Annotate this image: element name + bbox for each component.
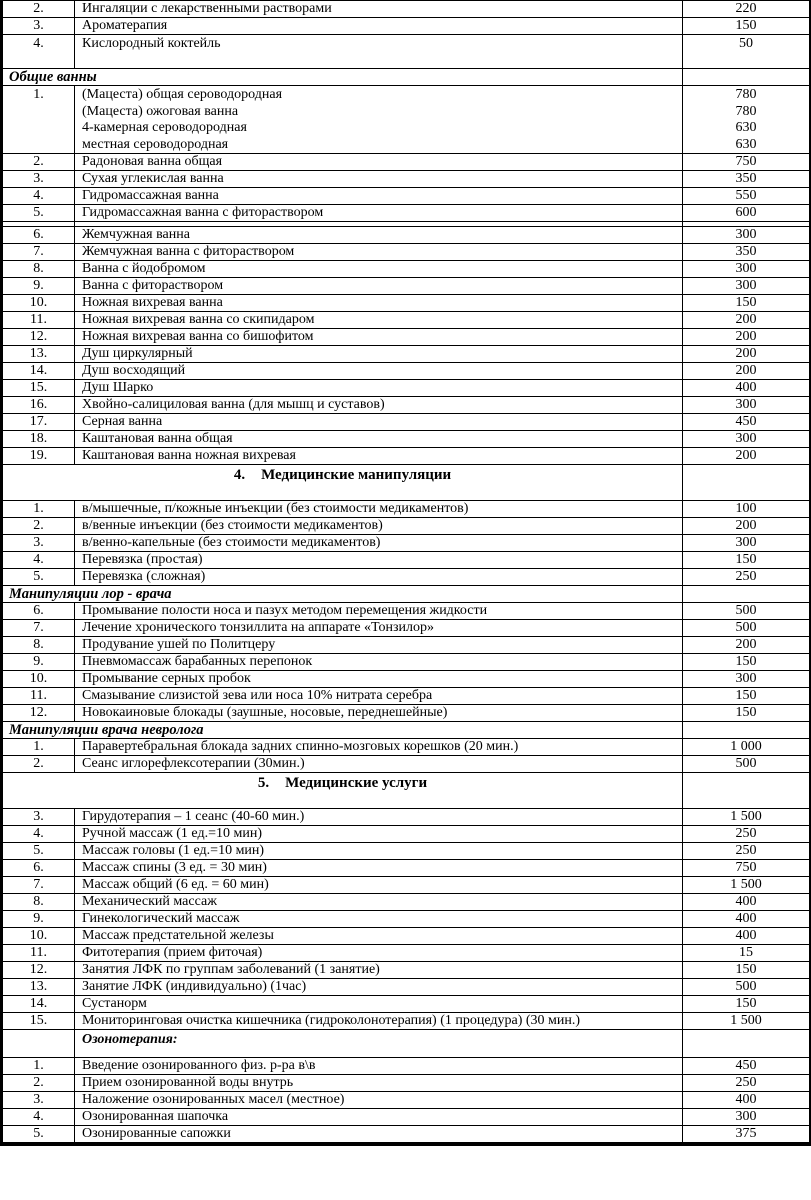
service-price: 150 — [683, 688, 810, 705]
row-number: 2. — [3, 756, 75, 773]
service-name: Пневмомассаж барабанных перепонок — [75, 654, 683, 671]
table-row — [3, 278, 810, 295]
row-number: 15. — [3, 1013, 75, 1030]
table-row — [3, 329, 810, 346]
table-row — [3, 397, 810, 414]
service-name: в/венно-капельные (без стоимости медикаментов) — [75, 535, 683, 552]
row-number: 11. — [3, 688, 75, 705]
service-name: Ножная вихревая ванна со скипидаром — [75, 312, 683, 329]
row-number: 10. — [3, 671, 75, 688]
service-price: 200 — [683, 518, 810, 535]
service-price: 300 — [683, 227, 810, 244]
service-name: Фитотерапия (прием фиточая) — [75, 945, 683, 962]
table-row — [3, 843, 810, 860]
service-price: 400 — [683, 380, 810, 397]
service-name: Хвойно-салициловая ванна (для мышц и суставов) — [75, 397, 683, 414]
service-price: 375 — [683, 1126, 810, 1143]
service-price: 300 — [683, 397, 810, 414]
table-row — [3, 518, 810, 535]
service-name: Гинекологический массаж — [75, 911, 683, 928]
row-number: 14. — [3, 363, 75, 380]
table-row — [3, 962, 810, 979]
table-row — [3, 261, 810, 278]
service-price: 150 — [683, 18, 810, 35]
row-number: 2. — [3, 154, 75, 171]
service-price: 630 — [735, 120, 757, 135]
service-name: Ванна с фитораствором — [75, 278, 683, 295]
section-number: 5. — [257, 775, 270, 791]
service-price: 750 — [683, 860, 810, 877]
subsection-row — [3, 1030, 810, 1058]
service-name: Механический массаж — [75, 894, 683, 911]
service-price: 250 — [683, 569, 810, 586]
row-number: 16. — [3, 397, 75, 414]
section-row — [3, 69, 810, 86]
row-number: 5. — [3, 1126, 75, 1143]
row-number: 4. — [3, 552, 75, 569]
empty-price-cell — [683, 465, 810, 501]
row-number: 1. — [3, 1058, 75, 1075]
row-number: 1. — [3, 739, 75, 756]
service-price: 630 — [735, 136, 757, 152]
table-row — [3, 620, 810, 637]
service-price: 100 — [683, 501, 810, 518]
table-row — [3, 1, 810, 18]
row-number: 5. — [3, 205, 75, 222]
service-price: 200 — [683, 346, 810, 363]
service-price: 500 — [683, 979, 810, 996]
service-price: 400 — [683, 1092, 810, 1109]
table-row — [3, 756, 810, 773]
service-name-group — [75, 86, 683, 154]
row-number: 19. — [3, 448, 75, 465]
table-row — [3, 1092, 810, 1109]
service-price: 450 — [683, 414, 810, 431]
service-price: 300 — [683, 261, 810, 278]
table-row — [3, 688, 810, 705]
row-number: 7. — [3, 877, 75, 894]
row-number: 18. — [3, 431, 75, 448]
row-number: 3. — [3, 809, 75, 826]
service-name: 4-камерная сероводородная — [82, 120, 247, 135]
table-row — [3, 809, 810, 826]
service-price: 150 — [683, 705, 810, 722]
table-row — [3, 154, 810, 171]
table-row — [3, 826, 810, 843]
section-header-title: Медицинские манипуляции — [261, 467, 452, 483]
service-price: 200 — [683, 363, 810, 380]
service-price-group — [683, 86, 810, 154]
table-row — [3, 363, 810, 380]
service-price: 1 500 — [683, 809, 810, 826]
table-row — [3, 35, 810, 69]
service-price: 350 — [683, 171, 810, 188]
table-row — [3, 894, 810, 911]
table-row — [3, 979, 810, 996]
table-row — [3, 205, 810, 222]
service-price: 220 — [683, 1, 810, 18]
service-price: 1 500 — [683, 877, 810, 894]
row-number: 8. — [3, 261, 75, 278]
section-header-title: Медицинские услуги — [285, 775, 428, 791]
row-number: 17. — [3, 414, 75, 431]
table-row — [3, 552, 810, 569]
row-number: 12. — [3, 705, 75, 722]
table-row — [3, 227, 810, 244]
empty-price-cell — [683, 1030, 810, 1058]
table-row — [3, 603, 810, 620]
service-name: Ингаляции с лекарственными растворами — [75, 1, 683, 18]
section-number: 4. — [233, 467, 246, 483]
service-name: Сустанорм — [75, 996, 683, 1013]
service-name: Продувание ушей по Политцеру — [75, 637, 683, 654]
row-number: 8. — [3, 894, 75, 911]
table-row — [3, 312, 810, 329]
empty-price-cell — [683, 69, 810, 86]
section-title: Манипуляции врача невролога — [3, 722, 683, 739]
service-name: Занятия ЛФК по группам заболеваний (1 занятие) — [75, 962, 683, 979]
service-name: Озонированные сапожки — [75, 1126, 683, 1143]
service-price: 250 — [683, 843, 810, 860]
row-number: 4. — [3, 1109, 75, 1126]
service-price: 600 — [683, 205, 810, 222]
service-price: 250 — [683, 1075, 810, 1092]
table-row — [3, 535, 810, 552]
service-name: Массаж головы (1 ед.=10 мин) — [75, 843, 683, 860]
service-price: 500 — [683, 620, 810, 637]
row-number: 3. — [3, 1092, 75, 1109]
service-name: местная сероводородная — [82, 136, 229, 152]
service-name: Массаж общий (6 ед. = 60 мин) — [75, 877, 683, 894]
service-price: 1 500 — [683, 1013, 810, 1030]
table-row — [3, 18, 810, 35]
service-name: Каштановая ванна ножная вихревая — [75, 448, 683, 465]
row-number: 2. — [3, 1075, 75, 1092]
service-price: 300 — [683, 535, 810, 552]
table-row — [3, 705, 810, 722]
service-name: Ванна с йодобромом — [75, 261, 683, 278]
service-name: Каштановая ванна общая — [75, 431, 683, 448]
service-name: Массаж спины (3 ед. = 30 мин) — [75, 860, 683, 877]
table-row — [3, 1126, 810, 1143]
service-name: Прием озонированной воды внутрь — [75, 1075, 683, 1092]
table-row — [3, 569, 810, 586]
service-name: Занятие ЛФК (индивидуально) (1час) — [75, 979, 683, 996]
section-title: Манипуляции лор - врача — [3, 586, 683, 603]
table-row — [3, 928, 810, 945]
table-row-multiline — [3, 86, 810, 154]
table-row — [3, 1109, 810, 1126]
row-number: 11. — [3, 945, 75, 962]
section-header — [3, 773, 683, 809]
table-row — [3, 171, 810, 188]
table-row — [3, 244, 810, 261]
section-row — [3, 586, 810, 603]
service-price: 300 — [683, 671, 810, 688]
table-row — [3, 380, 810, 397]
row-number: 2. — [3, 518, 75, 535]
service-price: 400 — [683, 894, 810, 911]
service-name: Введение озонированного физ. р-ра в\в — [75, 1058, 683, 1075]
section-row — [3, 722, 810, 739]
section-header-row — [3, 465, 810, 501]
service-name: Гидромассажная ванна с фитораствором — [75, 205, 683, 222]
service-name: Сухая углекислая ванна — [75, 171, 683, 188]
table-row — [3, 996, 810, 1013]
service-price: 500 — [683, 756, 810, 773]
table-row — [3, 188, 810, 205]
table-row — [3, 414, 810, 431]
row-number: 11. — [3, 312, 75, 329]
row-number: 14. — [3, 996, 75, 1013]
table-row — [3, 860, 810, 877]
row-number: 1. — [3, 86, 75, 154]
service-price: 150 — [683, 996, 810, 1013]
service-name: Озонированная шапочка — [75, 1109, 683, 1126]
price-table-body — [3, 1, 810, 1143]
service-name: Жемчужная ванна с фитораствором — [75, 244, 683, 261]
service-price: 450 — [683, 1058, 810, 1075]
table-row — [3, 1058, 810, 1075]
service-price: 15 — [683, 945, 810, 962]
row-number: 2. — [3, 1, 75, 18]
service-name: Ножная вихревая ванна — [75, 295, 683, 312]
row-number: 6. — [3, 603, 75, 620]
service-name: Промывание полости носа и пазух методом перемещения жидкости — [75, 603, 683, 620]
service-name: в/венные инъекции (без стоимости медикаментов) — [75, 518, 683, 535]
row-number: 6. — [3, 227, 75, 244]
row-number: 10. — [3, 928, 75, 945]
row-number: 7. — [3, 244, 75, 261]
row-number: 4. — [3, 35, 75, 69]
row-number: 13. — [3, 346, 75, 363]
service-name: Жемчужная ванна — [75, 227, 683, 244]
service-price: 350 — [683, 244, 810, 261]
service-name: Душ циркулярный — [75, 346, 683, 363]
table-row — [3, 877, 810, 894]
service-name: Душ восходящий — [75, 363, 683, 380]
service-name: Гидромассажная ванна — [75, 188, 683, 205]
service-name: Массаж предстательной железы — [75, 928, 683, 945]
section-header-row — [3, 773, 810, 809]
service-name: (Мацеста) общая сероводородная — [82, 87, 283, 102]
table-row — [3, 346, 810, 363]
empty-price-cell — [683, 773, 810, 809]
service-price: 150 — [683, 962, 810, 979]
service-name: Промывание серных пробок — [75, 671, 683, 688]
service-name: Новокаиновые блокады (заушные, носовые, переднешейные) — [75, 705, 683, 722]
service-price: 50 — [683, 35, 810, 69]
empty-price-cell — [683, 722, 810, 739]
service-name: Ножная вихревая ванна со бишофитом — [75, 329, 683, 346]
table-row — [3, 448, 810, 465]
service-name: Лечение хронического тонзиллита на аппарате «Тонзилор» — [75, 620, 683, 637]
table-row — [3, 431, 810, 448]
service-price: 150 — [683, 552, 810, 569]
row-number: 12. — [3, 329, 75, 346]
row-number: 12. — [3, 962, 75, 979]
service-price: 1 000 — [683, 739, 810, 756]
row-number: 9. — [3, 278, 75, 295]
service-name: Наложение озонированных масел (местное) — [75, 1092, 683, 1109]
service-name: Перевязка (сложная) — [75, 569, 683, 586]
service-price: 150 — [683, 295, 810, 312]
service-name: в/мышечные, п/кожные инъекции (без стоимости медикаментов) — [75, 501, 683, 518]
row-number: 3. — [3, 535, 75, 552]
service-price: 750 — [683, 154, 810, 171]
service-name: Душ Шарко — [75, 380, 683, 397]
table-row — [3, 911, 810, 928]
row-number: 10. — [3, 295, 75, 312]
service-price: 500 — [683, 603, 810, 620]
service-price: 400 — [683, 911, 810, 928]
row-number: 9. — [3, 654, 75, 671]
service-name: Сеанс иглорефлексотерапии (30мин.) — [75, 756, 683, 773]
section-header — [3, 465, 683, 501]
row-number: 3. — [3, 171, 75, 188]
service-name: Кислородный коктейль — [75, 35, 683, 69]
row-number: 13. — [3, 979, 75, 996]
service-name: Перевязка (простая) — [75, 552, 683, 569]
row-number: 5. — [3, 843, 75, 860]
service-price: 200 — [683, 329, 810, 346]
empty-price-cell — [683, 586, 810, 603]
empty-number-cell — [3, 1030, 75, 1058]
subsection-title: Озонотерапия: — [75, 1030, 683, 1058]
service-price: 300 — [683, 1109, 810, 1126]
table-row — [3, 945, 810, 962]
table-row — [3, 1013, 810, 1030]
service-name: Ароматерапия — [75, 18, 683, 35]
service-price: 300 — [683, 278, 810, 295]
service-price: 200 — [683, 312, 810, 329]
service-price: 550 — [683, 188, 810, 205]
table-row — [3, 654, 810, 671]
section-title: Общие ванны — [3, 69, 683, 86]
row-number: 5. — [3, 569, 75, 586]
service-name: Радоновая ванна общая — [75, 154, 683, 171]
service-name: Мониторинговая очистка кишечника (гидроколонотерапия) (1 процедура) (30 мин.) — [75, 1013, 683, 1030]
service-price: 300 — [683, 431, 810, 448]
service-price: 250 — [683, 826, 810, 843]
table-row — [3, 637, 810, 654]
service-price: 780 — [735, 103, 757, 119]
table-row — [3, 671, 810, 688]
service-price: 400 — [683, 928, 810, 945]
row-number: 9. — [3, 911, 75, 928]
row-number: 3. — [3, 18, 75, 35]
table-row — [3, 295, 810, 312]
service-name: Смазывание слизистой зева или носа 10% нитрата серебра — [75, 688, 683, 705]
service-price: 150 — [683, 654, 810, 671]
table-row — [3, 1075, 810, 1092]
row-number: 1. — [3, 501, 75, 518]
price-table — [2, 0, 810, 1143]
row-number: 4. — [3, 826, 75, 843]
row-number: 15. — [3, 380, 75, 397]
service-name: (Мацеста) ожоговая ванна — [82, 103, 239, 119]
service-price: 780 — [735, 87, 757, 102]
row-number: 4. — [3, 188, 75, 205]
service-name: Ручной массаж (1 ед.=10 мин) — [75, 826, 683, 843]
service-price: 200 — [683, 637, 810, 654]
service-name: Гирудотерапия – 1 сеанс (40-60 мин.) — [75, 809, 683, 826]
row-number: 7. — [3, 620, 75, 637]
table-row — [3, 501, 810, 518]
table-row — [3, 739, 810, 756]
service-name: Паравертебральная блокада задних спинно-мозговых корешков (20 мин.) — [75, 739, 683, 756]
service-price: 200 — [683, 448, 810, 465]
row-number: 8. — [3, 637, 75, 654]
row-number: 6. — [3, 860, 75, 877]
service-name: Серная ванна — [75, 414, 683, 431]
